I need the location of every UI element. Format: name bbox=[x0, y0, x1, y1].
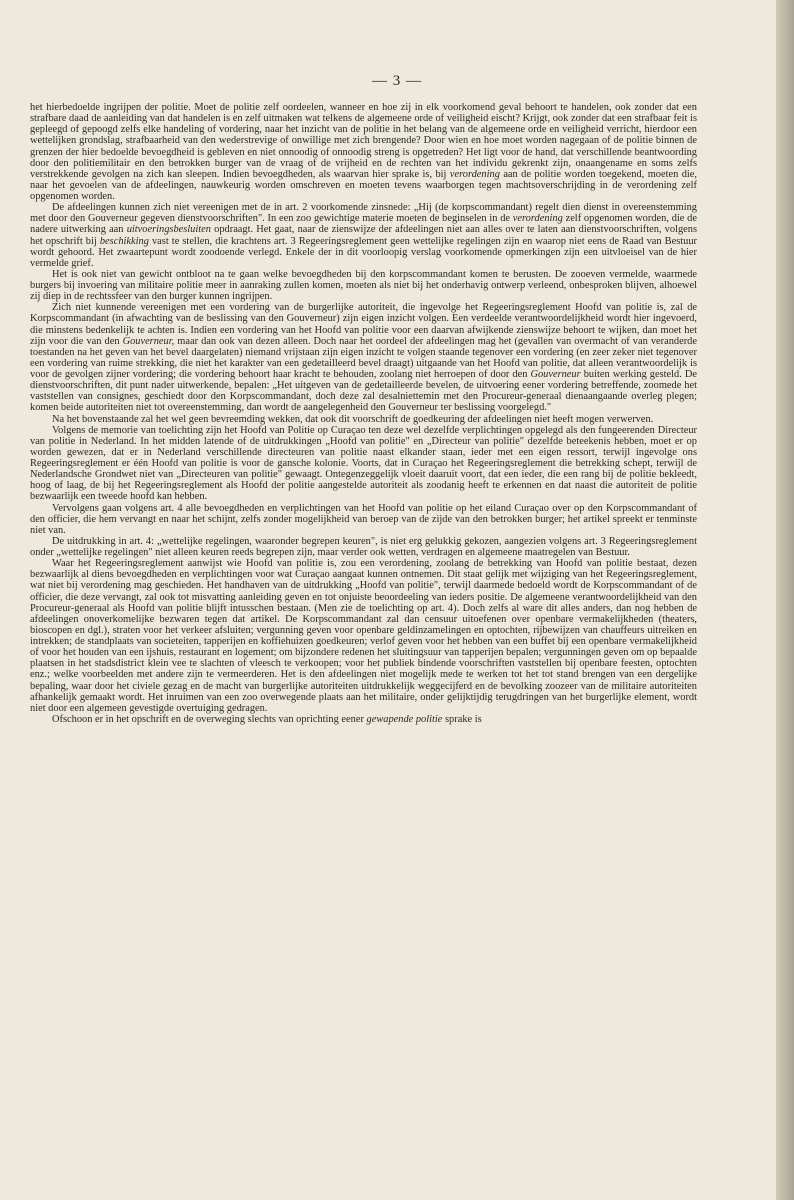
paragraph: De afdeelingen kunnen zich niet vereenigen met de in art. 2 voorkomende zinsnede: „Hij (de korpscommandant) regelt dien dienst in overeenstemming met door den Gouverneur gegeven dienstvoorschriften". In een zoo gewichtige materie moeten de beginselen in de verordening zelf opgenomen worden, die de nadere uitwerking aan uitvoeringsbesluiten opdraagt. Het gaat, naar de zienswijze der afdeelingen niet aan alles over te laten aan dienstvoorschriften, volgens het opschrift bij beschikking vast te stellen, die krachtens art. 3 Regeeringsreglement geen wettelijke regelingen zijn en waarop niet eens de Raad van Bestuur wordt gehoord. Het zwaartepunt wordt zoodoende verlegd. Enkele der in dit voorloopig verslag voorkomende opmerkingen zijn een uitvloeisel van de hier vermelde grief. bbox=[30, 202, 697, 269]
paragraph: Zich niet kunnende vereenigen met een vordering van de burgerlijke autoriteit, die ingevolge het Regeeringsreglement Hoofd van politie is, zal de Korpscommandant (in afwachting van de beslissing van den Gouverneur) zijn eigen inzicht volgen. Een verdeelde verantwoordelijkheid wordt hier ingevoerd, die minstens bedenkelijk te achten is. Indien een vordering van het Hoofd van politie voor een daarvan afwijkende zienswijze behoort te wijken, dan moet het zijn voor die van den Gouverneur, maar dan ook van dezen alleen. Doch naar het oordeel der afdeelingen mag het (gevallen van overmacht of van veranderde toestanden na het geven van het bevel daargelaten) niemand vrijstaan zijn eigen inzicht te volgen staande tegenover een vordering (en zeer zeker niet tegenover een vordering van ruime strekking, die niet het karakter van een gedetailleerd bevel draagt) uitgaande van het Hoofd van politie, dat alleen verantwoordelijk is voor de gevolgen zijner vordering; die vordering behoort haar kracht te behouden, zoolang niet herroepen of door den Gouverneur buiten werking gesteld. De dienstvoorschriften, dit punt nader uitwerkende, bepalen: „Het uitgeven van de gedetailleerde bevelen, de uitvoering eener vordering betreffende, zoomede het vaststellen van consignes, geschiedt door den Korpscommandant, doch deze zal desalniettemin met den Procureur-generaal dienaangaande overleg plegen; komen beide autoriteiten niet tot overeenstemming, dan wordt de aangelegenheid den Gouverneur ter beslissing voorgelegd." bbox=[30, 302, 697, 414]
paragraph: het hierbedoelde ingrijpen der politie. Moet de politie zelf oordeelen, wanneer en hoe zij in elk voorkomend geval behoort te handelen, ook zonder dat een strafbare daad de aanleiding van dat handelen is en zelf uitmaken wat telkens de algemeene orde of veiligheid eischt? Krijgt, ook zonder dat een strafbaar feit is gepleegd of gepoogd zelfs elke handeling of vordering, naar het inzicht van de politie in het belang van de algemeene orde en veiligheid verricht, hierdoor een wettelijken grondslag, strafbaarheid van den wederstrevige of onwillige met zich brengende? Door wien en hoe moet worden nagegaan of de politie binnen de grenzen der hier bedoelde bevoegdheid is gebleven en niet onnoodig of onnoodig streng is opgetreden? Het ligt voor de hand, dat verschillende beantwoording door den politiemilitair en den betrokken burger van de vraag of de vrijheid en de rechten van het individu gekrenkt zijn, onaangename en soms zelfs verstrekkende gevolgen na zich kan sleepen. Indien bevoegdheden, als waarvan hier sprake is, bij verordening aan de politie worden toegekend, moeten die, naar het gevoelen van de afdeelingen, nauwkeurig worden omschreven en moeten tevens waarborgen tegen machtsoverschrijding in de verordening zelf opgenomen worden. bbox=[30, 102, 697, 202]
page-number: — 3 — bbox=[372, 73, 422, 89]
paragraph: Volgens de memorie van toelichting zijn het Hoofd van Politie op Curaçao ten deze wel dezelfde verplichtingen opgelegd als den fungeerenden Directeur van politie in Nederland. In het midden latende of de uitdrukkingen „Hoofd van politie" en „Directeur van politie" dezelfde beteekenis hebben, moet er op worden gewezen, dat er in Nederland verschillende directeuren van politie naast elkander staan, ieder met een eigen ressort, terwijl ingevolge ons Regeeringsreglement er één Hoofd van politie is voor de gansche kolonie. Voorts, dat in Curaçao het Regeeringsreglement die betrekking schept, terwijl de Nederlandsche Grondwet niet van „Directeuren van politie" gewaagt. Ontegenzeggelijk vloeit daaruit voort, dat een ieder, die een rang bij de politie bekleedt, hoog of laag, de bij het Regeeringsreglement als Hoofd der politie aangestelde autoriteit als zoodanig heeft te erkennen en dat naast die autoriteit de politie bezwaarlijk een tweede hoofd kan hebben. bbox=[30, 424, 697, 503]
body-text bbox=[30, 102, 697, 725]
paragraph: De uitdrukking in art. 4: „wettelijke regelingen, waaronder begrepen keuren", is niet erg gelukkig gekozen, aangezien volgens art. 3 Regeeringsreglement onder „wettelijke regelingen" niet alleen keuren reeds begrepen zijn, maar verder ook wetten, verdragen en algemeene maatregelen van Bestuur. bbox=[30, 535, 697, 558]
paragraph: Het is ook niet van gewicht ontbloot na te gaan welke bevoegdheden bij den korpscommandant komen te berusten. De zooeven vermelde, waarmede burgers bij invoering van militaire politie meer in aanraking zullen komen, moeten als niet bij het onderhavig ontwerp verleend, onbesproken blijven, alhoewel zij diep in de rechtssfeer van den burger kunnen ingrijpen. bbox=[30, 268, 697, 303]
paragraph: Vervolgens gaan volgens art. 4 alle bevoegdheden en verplichtingen van het Hoofd van politie op het eiland Curaçao over op den Korpscommandant of den officier, die hem vervangt en naar het schijnt, zelfs zonder mogelijkheid van beroep van de zijde van den betrokken burger; het artikel spreekt er tenminste niet van. bbox=[30, 502, 697, 536]
binding-gutter bbox=[776, 0, 794, 1200]
paragraph: Waar het Regeeringsreglement aanwijst wie Hoofd van politie is, zou een verordening, zoolang de betrekking van Hoofd van politie bestaat, dezen bezwaarlijk al diens bevoegdheden en verplichtingen voor wat Curaçao aangaat kunnen ontnemen. Dit staat gelijk met wijziging van het Regeeringsreglement, wat niet bij verordening mag geschieden. Het handhaven van de uitdrukking „Hoofd van politie", terwijl daarmede bedoeld wordt de Korpscommandant of de officier, die deze vervangt, zal ook tot misvatting aanleiding geven en tot onjuiste beoordeeling van ieders positie. De algemeene verantwoordelijkheid van den Procureur-generaal als Hoofd van politie blijft intusschen bestaan. (Men zie de toelichting op art. 4). Doch zelfs al ware dit alles anders, dan nog hebben de afdeelingen onoverkomelijke bezwaren tegen dat artikel. De Korpscommandant zal dan censuur uitoefenen over openbare vermakelijkheden (theaters, bioscopen en dgl.), straten voor het verkeer afsluiten; vergunning geven voor openbare geldinzamelingen en optochten, rijbewijzen van chauffeurs uitreiken en intrekken; de standplaats van societeiten, tapperijen en koffiehuizen goedkeuren; verlof geven voor het hebben van een buffet bij een openbare vermakelijkheid of voor het houden van een ijshuis, restaurant en logement; om bijzondere redenen het sluitingsuur van tapperijen bepalen; vergunningen geven om op bepaalde plaatsen in het stadsdistrict klein vee te slachten of vleesch te verkoopen; voor het publiek bindende voorschriften vaststellen bij openbare feesten, optochten enz.; welke voorbeelden met andere zijn te vermeerderen. Het is den afdeelingen niet mogelijk mede te werken tot het tot stand brengen van een dergelijke bepaling, waar door het civiele gezag en de macht van burgerlijke autoriteiten uitdrukkelijk weggecijferd en de bevolking zoozeer van de militaire autoriteiten afhankelijk gemaakt wordt. Het inruimen van een zoo overwegende plaats aan het militaire, onder gelijktijdig terugdringen van het burgerlijke element, wordt niet door een algemeen gevestigde overtuiging gedragen. bbox=[30, 558, 697, 714]
paragraph: Ofschoon er in het opschrift en de overweging slechts van oprichting eener gewapende politie sprake is bbox=[52, 713, 482, 725]
paragraph: Na het bovenstaande zal het wel geen bevreemding wekken, dat ook dit voorschrift de goedkeuring der afdeelingen niet heeft mogen verwerven. bbox=[52, 413, 654, 425]
